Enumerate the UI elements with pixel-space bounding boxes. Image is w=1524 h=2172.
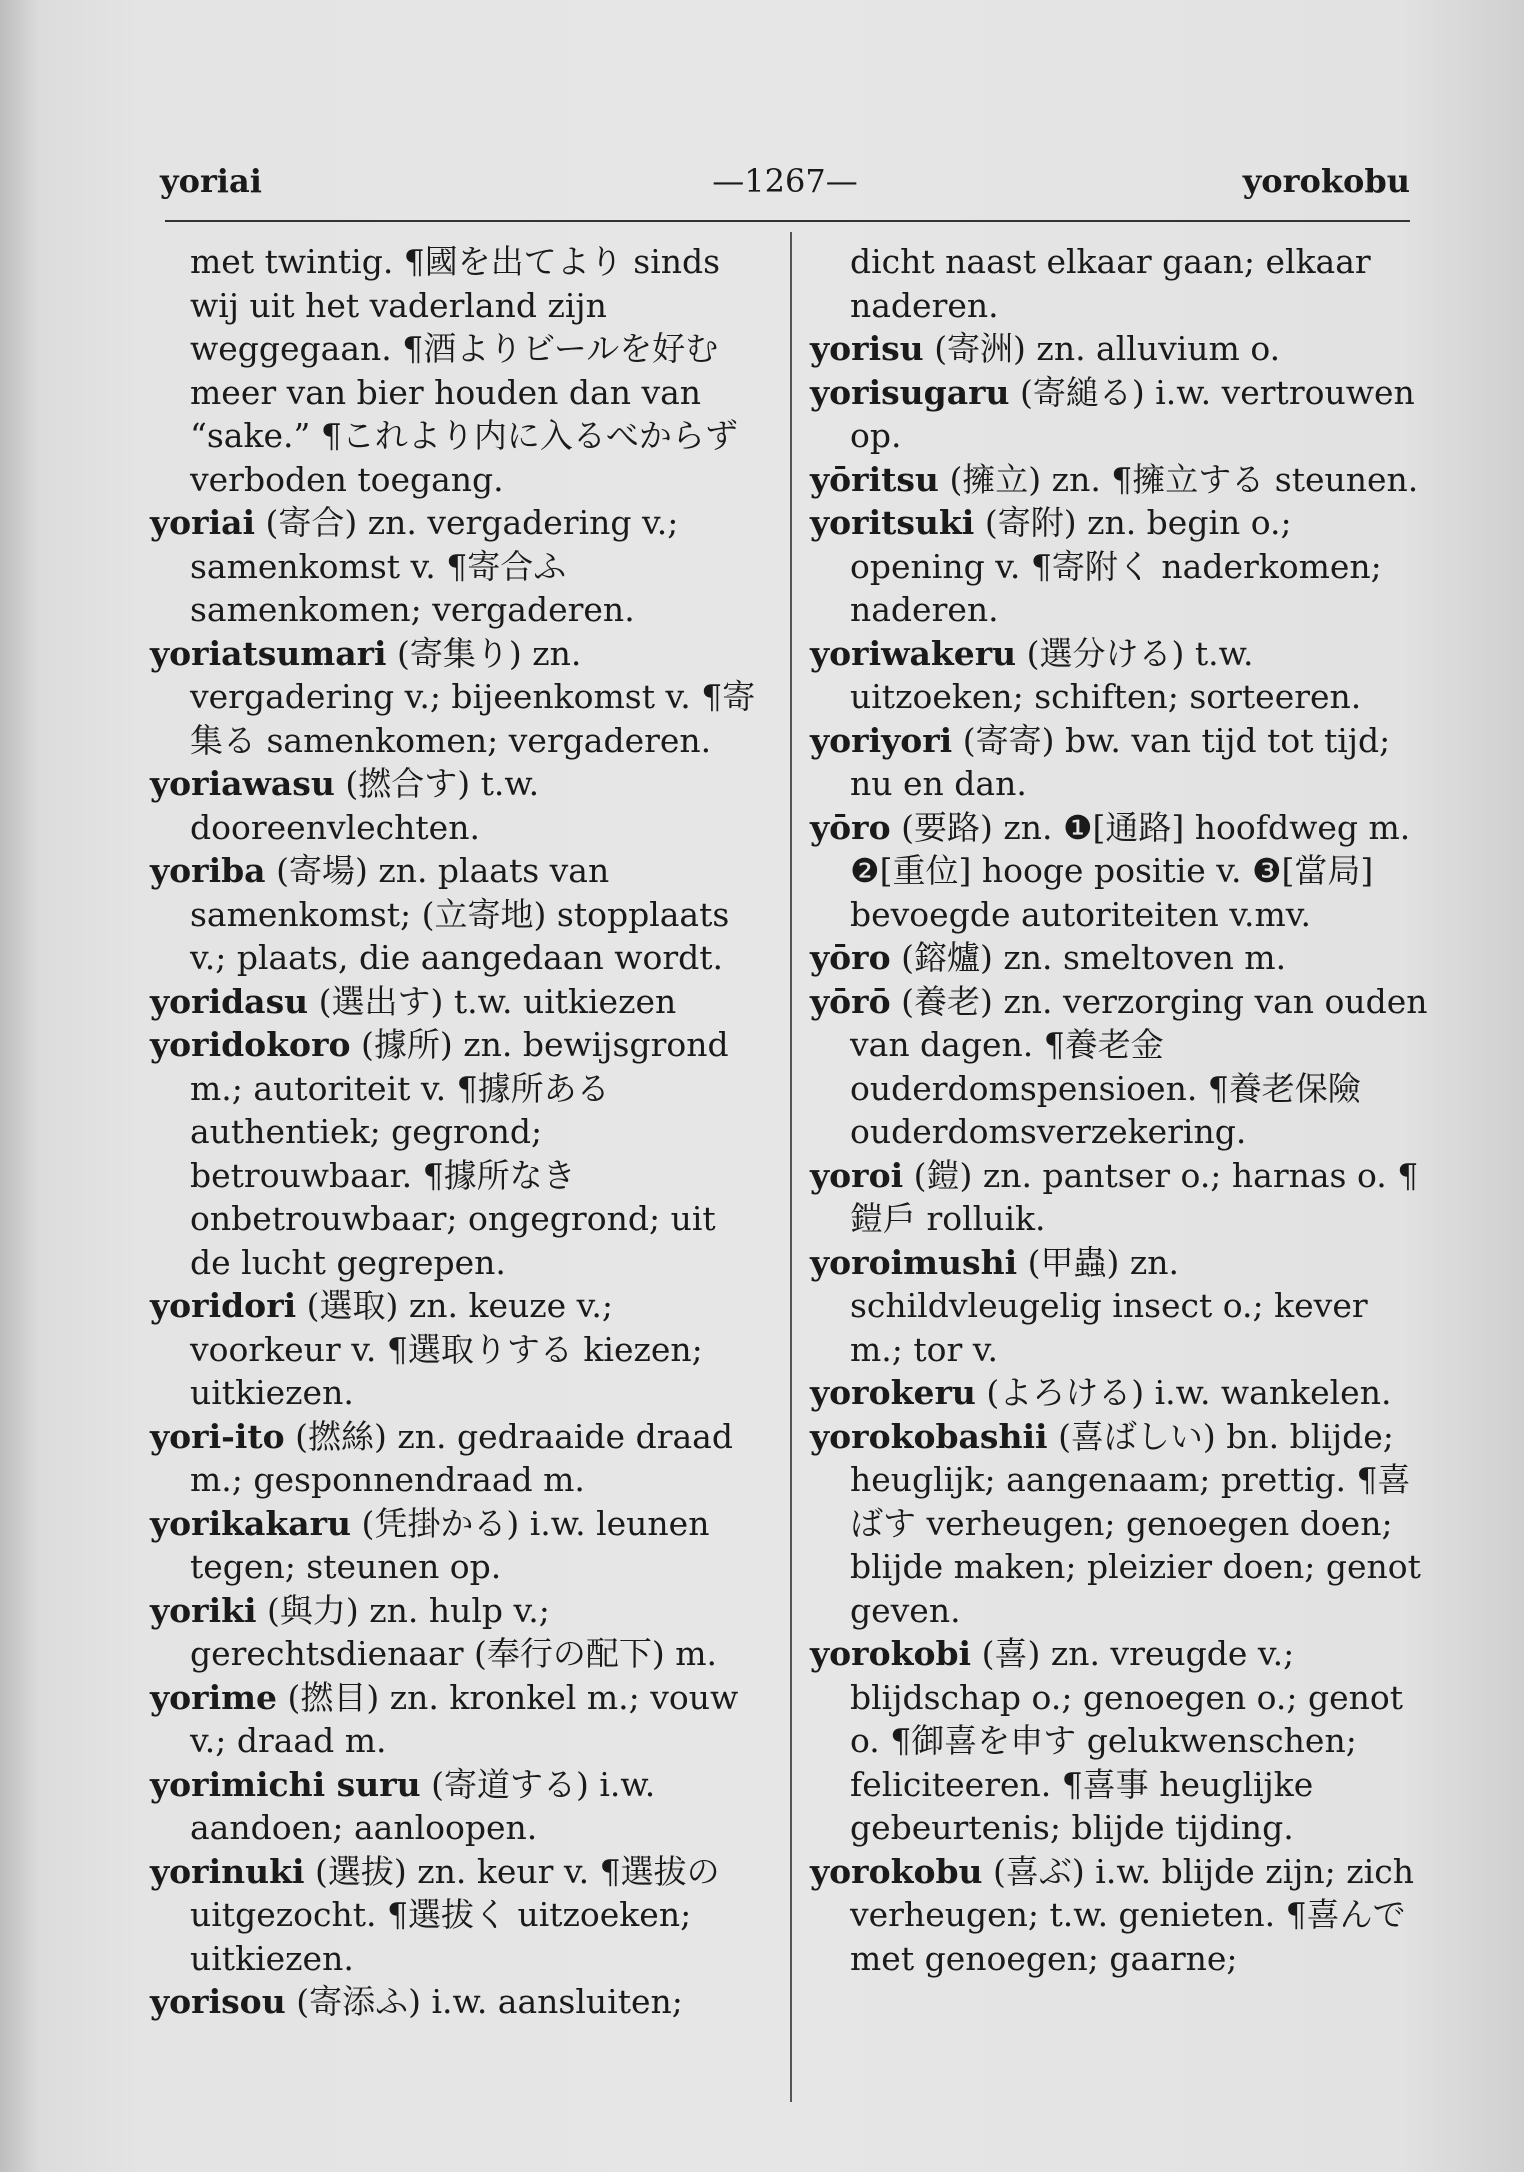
dictionary-entry [150,501,760,632]
dictionary-entry [810,632,1430,719]
definition-text: (喜ぶ) i.w. blijde zijn; zich verheugen; t.w. genieten. ¶喜んで met genoegen; gaarne; [850,1851,1414,1978]
entry-continuation [810,240,1430,327]
headword: yori-ito [150,1416,285,1456]
headword: yoriba [150,851,266,890]
page-number: —1267— [712,162,858,200]
column-divider [790,232,792,2102]
definition-text: (よろける) i.w. wankelen. [986,1373,1392,1412]
definition-text: (甲蟲) zn. schildvleugelig insect o.; kever m.; tor v. [850,1242,1368,1369]
dictionary-entry [150,980,760,1024]
definition-text: (寄添ふ) i.w. aansluiten; [296,1982,683,2021]
definition-text: (喜) zn. vreugde v.; blijdschap o.; genoegen o.; genot o. ¶御喜を申す gelukwenschen; feliciteeren. ¶喜事 heuglijke gebeurtenis; blijde tijding. [850,1634,1404,1847]
header-right-guideword: yorokobu [1242,162,1410,200]
dictionary-entry [810,806,1430,937]
dictionary-entry [150,1676,760,1763]
headword: yoridokoro [150,1025,351,1064]
header-left-guideword: yoriai [160,162,262,200]
headword: yorokobi [810,1634,972,1673]
headword: yorisu [810,329,924,368]
definition-text: (寄寄) bw. van tijd tot tijd; nu en dan. [850,720,1391,803]
headword: yorokeru [810,1373,976,1412]
dictionary-entry [150,1763,760,1850]
headword: yorisugaru [810,372,1010,412]
headword: yoriki [150,1590,257,1630]
dictionary-entry [810,1241,1430,1372]
dictionary-entry [150,1502,760,1589]
dictionary-entry [810,936,1430,980]
definition-text: dicht naast elkaar gaan; elkaar naderen. [850,242,1371,325]
definition-text: (選拔) zn. keur v. ¶選拔の uitgezocht. ¶選拔く uitzoeken; uitkiezen. [190,1851,720,1978]
headword: yōro [810,938,891,977]
dictionary-entry [810,1154,1430,1241]
definition-text: (鎔爐) zn. smeltoven m. [901,938,1287,977]
dictionary-entry [810,371,1430,458]
headword: yoritsuki [810,503,975,542]
headword: yoroi [810,1155,904,1195]
headword: yoriwakeru [810,633,1017,673]
dictionary-entry [810,327,1430,371]
definition-text: (鎧) zn. pantser o.; harnas o. ¶鎧戶 rolluik. [850,1155,1419,1238]
headword: yorokobu [810,1851,983,1891]
definition-text: (選出す) t.w. uitkiezen [318,981,677,1021]
dictionary-entry [150,1023,760,1284]
definition-text: (寄集り) zn. vergadering v.; bijeenkomst v. ¶寄集る samenkomen; vergaderen. [190,633,756,760]
dictionary-entry [150,1980,760,2024]
headword: yoriyori [810,720,953,760]
headword: yōrō [810,981,891,1021]
dictionary-entry [150,849,760,980]
definition-text: (撚合す) t.w. dooreenvlechten. [190,764,540,847]
definition-text: (寄附) zn. begin o.; opening v. ¶寄附く naderkomen; naderen. [850,503,1382,629]
dictionary-entry [150,1284,760,1415]
dictionary-entry [810,719,1430,806]
definition-text: (撚目) zn. kronkel m.; vouw v.; draad m. [190,1677,739,1760]
headword: yorime [150,1677,278,1717]
headword: yōritsu [810,459,939,499]
definition-text: (寄道する) i.w. aandoen; aanloopen. [190,1764,656,1847]
dictionary-entry [150,762,760,849]
definition-text: (與力) zn. hulp v.; gerechtsdienaar (奉行の配下) m. [190,1590,717,1673]
headword: yorokobashii [810,1416,1048,1456]
definition-text: (選取) zn. keuze v.; voorkeur v. ¶選取りする kiezen; uitkiezen. [190,1286,703,1412]
definition-text: (喜ばしい) bn. blijde; heuglijk; aangenaam; prettig. ¶喜ばす verheugen; genoegen doen; blijde maken; pleizier doen; genot geven. [850,1416,1421,1630]
headword: yoridasu [150,981,309,1021]
headword: yoriai [150,503,256,542]
dictionary-entry [810,458,1430,502]
headword: yōro [810,807,891,847]
entry-continuation [150,240,760,501]
headword: yoroimushi [810,1242,1018,1282]
definition-text: (寄合) zn. vergadering v.; samenkomst v. ¶寄合ふ samenkomen; vergaderen. [190,503,679,629]
header-rule [165,220,1410,222]
dictionary-entry [810,1415,1430,1633]
right-column [810,240,1430,1980]
page-header [160,150,1410,210]
headword: yoridori [150,1286,297,1325]
definition-text: (凭掛かる) i.w. leunen tegen; steunen op. [190,1503,710,1586]
dictionary-entry [150,1589,760,1676]
dictionary-entry [810,980,1430,1154]
definition-text: (撚絲) zn. gedraaide draad m.; gesponnendraad m. [190,1416,733,1499]
headword: yoriawasu [150,764,335,803]
headword: yoriatsumari [150,633,387,673]
definition-text: (要路) zn. ❶[通路] hoofdweg m. ❷[重位] hooge positie v. ❸[當局] bevoegde autoriteiten v.mv. [850,807,1411,934]
headword: yorisou [150,1982,286,2021]
dictionary-entry [810,501,1430,632]
definition-text: (擁立) zn. ¶擁立する steunen. [949,459,1419,499]
headword: yorinuki [150,1851,305,1891]
headword: yorikakaru [150,1503,351,1543]
dictionary-entry [810,1850,1430,1981]
definition-text: (養老) zn. verzorging van ouden van dagen. ¶養老金 ouderdomspensioen. ¶養老保險 ouderdomsverzekering. [850,981,1428,1151]
definition-text: (寄場) zn. plaats van samenkomst; (立寄地) stopplaats v.; plaats, die aangedaan wordt. [190,851,730,977]
dictionary-entry [150,632,760,763]
definition-text: (據所) zn. bewijsgrond m.; autoriteit v. ¶據所ある authentiek; gegrond; betrouwbaar. ¶據所なき onbetrouwbaar; ongegrond; uit de lucht gegrepen. [190,1025,729,1282]
definition-text: (選分ける) t.w. uitzoeken; schiften; sorteeren. [850,633,1362,716]
headword: yorimichi suru [150,1764,421,1804]
definition-text: (寄縋る) i.w. vertrouwen op. [850,372,1415,455]
dictionary-entry [810,1371,1430,1415]
left-column [150,240,760,2024]
dictionary-entry [810,1632,1430,1850]
dictionary-entry [150,1850,760,1981]
definition-text: met twintig. ¶國を出てより sinds wij uit het vaderland zijn weggegaan. ¶酒よりビールを好む meer van bier houden dan van “sake.” ¶これより内に入るべからず verboden toegang. [190,242,738,499]
definition-text: (寄洲) zn. alluvium o. [934,329,1281,368]
dictionary-entry [150,1415,760,1502]
